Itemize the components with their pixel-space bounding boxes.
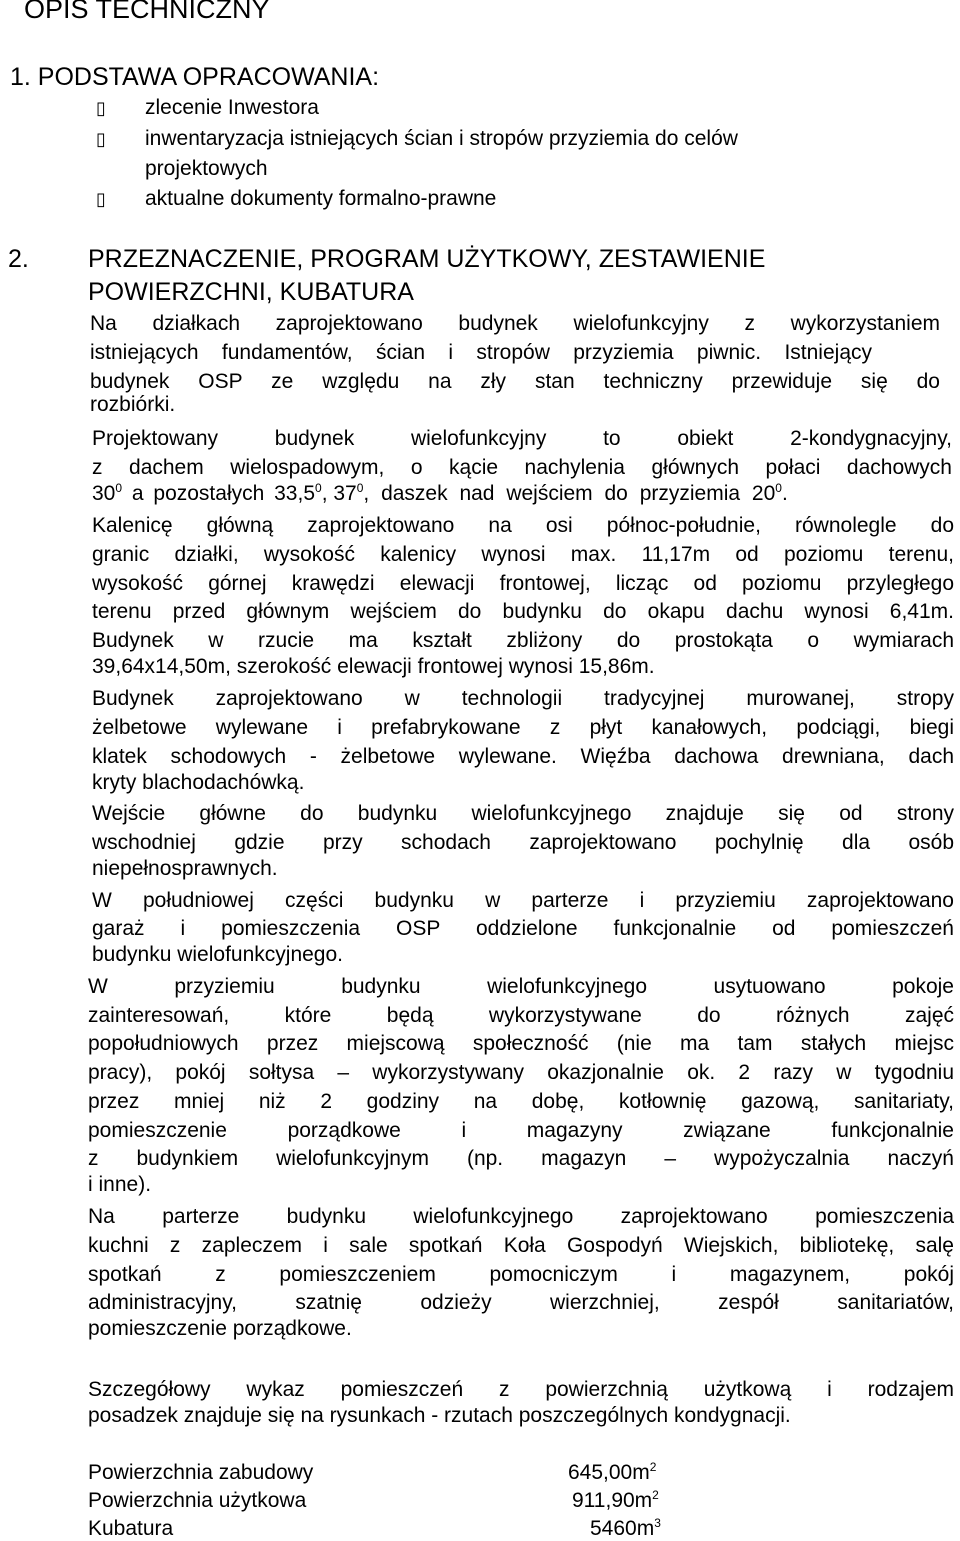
paragraph-line: z dachem wielospadowym, o kącie nachylenia głównych połaci dachowych xyxy=(92,456,952,479)
paragraph-line: popołudniowych przez miejscową społeczność (nie ma tam stałych miejsc xyxy=(88,1032,954,1055)
paragraph-line: i inne). xyxy=(88,1173,152,1196)
paragraph-line: wschodniej gdzie przy schodach zaprojektowano pochylnię dla osób xyxy=(92,831,954,854)
unit-sup: 2 xyxy=(652,1488,659,1502)
paragraph-line: z budynkiem wielofunkcyjnym (np. magazyn – wypożyczalnia naczyń xyxy=(88,1147,954,1170)
stat-value xyxy=(590,1517,661,1541)
paragraph-line: przez mniej niż 2 godziny na dobę, kotłownię gazową, sanitariaty, xyxy=(88,1090,954,1113)
paragraph-line: pomieszczenie porządkowe i magazyny związane funkcjonalnie xyxy=(88,1119,954,1142)
document-title: OPIS TECHNICZNY xyxy=(24,0,270,24)
paragraph-line: rozbiórki. xyxy=(90,393,176,416)
paragraph-line: Budynek zaprojektowano w technologii tradycyjnej murowanej, stropy xyxy=(92,687,954,710)
paragraph-line-angles xyxy=(92,482,788,506)
paragraph-line: zainteresowań, które będą wykorzystywane do różnych zajęć xyxy=(88,1004,954,1027)
paragraph-line: 39,64x14,50m, szerokość elewacji frontowej wynosi 15,86m. xyxy=(92,655,655,678)
stat-number: 911,90m xyxy=(572,1489,653,1512)
angle-text: , daszek nad wejściem do przyziemia 20 xyxy=(363,482,776,505)
paragraph-line: spotkań z pomieszczeniem pomocniczym i magazynem, pokój xyxy=(88,1263,954,1286)
stat-label: Kubatura xyxy=(88,1517,174,1540)
paragraph-line: wysokość górnej krawędzi elewacji frontowej, licząc od poziomu przyległego xyxy=(92,572,954,595)
paragraph-line: administracyjny, szatnię odzieży wierzchniej, zespół sanitariatów, xyxy=(88,1291,954,1314)
angle-text: a pozostałych 33,5 xyxy=(122,482,315,505)
bullet-icon: ▯ xyxy=(96,98,106,118)
paragraph-line: klatek schodowych - żelbetowe wylewane. Więźba dachowa drewniana, dach xyxy=(92,745,954,768)
section-2-number: 2. xyxy=(8,245,29,273)
paragraph-line: pomieszczenie porządkowe. xyxy=(88,1317,352,1340)
section-2-heading: PRZEZNACZENIE, PROGRAM UŻYTKOWY, ZESTAWIENIE xyxy=(88,245,766,273)
paragraph-line: Szczegółowy wykaz pomieszczeń z powierzchnią użytkową i rodzajem xyxy=(88,1378,954,1401)
list-item: zlecenie Inwestora xyxy=(145,96,319,119)
paragraph-line: pracy), pokój sołtysa – wykorzystywany okazjonalnie ok. 2 razy w tygodniu xyxy=(88,1061,954,1084)
paragraph-line: Kalenicę główną zaprojektowano na osi północ-południe, równolegle do xyxy=(92,514,954,537)
angle-text: , 37 xyxy=(321,482,357,505)
paragraph-line: Na działkach zaprojektowano budynek wielofunkcyjny z wykorzystaniem xyxy=(90,312,940,335)
bullet-icon: ▯ xyxy=(96,129,106,149)
stat-label: Powierzchnia zabudowy xyxy=(88,1461,314,1484)
list-item-continuation: projektowych xyxy=(145,157,268,180)
paragraph-line: Projektowany budynek wielofunkcyjny to obiekt 2-kondygnacyjny, xyxy=(92,427,952,450)
stat-value xyxy=(572,1489,659,1513)
paragraph-line: budynek OSP ze względu na zły stan techniczny przewiduje się do xyxy=(90,370,940,393)
paragraph-line: Wejście główne do budynku wielofunkcyjnego znajduje się od strony xyxy=(92,802,954,825)
list-item: aktualne dokumenty formalno-prawne xyxy=(145,187,497,210)
stat-number: 5460m xyxy=(590,1517,655,1540)
angle-value: 30 xyxy=(92,482,116,505)
paragraph-line: terenu przed głównym wejściem do budynku do okapu dachu wynosi 6,41m. xyxy=(92,600,954,623)
paragraph-line: Na parterze budynku wielofunkcyjnego zaprojektowano pomieszczenia xyxy=(88,1205,954,1228)
paragraph-line: W południowej części budynku w parterze i przyziemiu zaprojektowano xyxy=(92,889,954,912)
paragraph-line: granic działki, wysokość kalenicy wynosi max. 11,17m od poziomu terenu, xyxy=(92,543,954,566)
angle-text: . xyxy=(781,482,788,505)
paragraph-line: budynku wielofunkcyjnego. xyxy=(92,943,343,966)
degree-sup: 0 xyxy=(775,481,782,495)
degree-sup: 0 xyxy=(115,481,123,495)
unit-sup: 3 xyxy=(654,1516,661,1530)
list-item: inwentaryzacja istniejących ścian i stropów przyziemia do celów xyxy=(145,127,738,150)
degree-sup: 0 xyxy=(315,481,322,495)
stat-number: 645,00m xyxy=(568,1461,650,1484)
paragraph-line: garaż i pomieszczenia OSP oddzielone funkcjonalnie od pomieszczeń xyxy=(92,917,954,940)
unit-sup: 2 xyxy=(649,1460,657,1474)
section-1-heading: 1. PODSTAWA OPRACOWANIA: xyxy=(10,63,380,91)
bullet-icon: ▯ xyxy=(96,189,106,209)
stat-value xyxy=(568,1461,656,1485)
paragraph-line: niepełnosprawnych. xyxy=(92,857,278,880)
paragraph-line: kryty blachodachówką. xyxy=(92,771,305,794)
paragraph-line: Budynek w rzucie ma kształt zbliżony do prostokąta o wymiarach xyxy=(92,629,954,652)
paragraph-line: W przyziemiu budynku wielofunkcyjnego usytuowano pokoje xyxy=(88,975,954,998)
degree-sup: 0 xyxy=(356,481,364,495)
paragraph-line: istniejących fundamentów, ścian i stropów przyziemia piwnic. Istniejący xyxy=(90,341,872,364)
paragraph-line: żelbetowe wylewane i prefabrykowane z płyt kanałowych, podciągi, biegi xyxy=(92,716,954,739)
paragraph-line: posadzek znajduje się na rysunkach - rzutach poszczególnych kondygnacji. xyxy=(88,1404,791,1427)
section-2-heading-cont: POWIERZCHNI, KUBATURA xyxy=(88,278,414,306)
stat-label: Powierzchnia użytkowa xyxy=(88,1489,307,1512)
paragraph-line: kuchni z zapleczem i sale spotkań Koła Gospodyń Wiejskich, bibliotekę, salę xyxy=(88,1234,954,1257)
